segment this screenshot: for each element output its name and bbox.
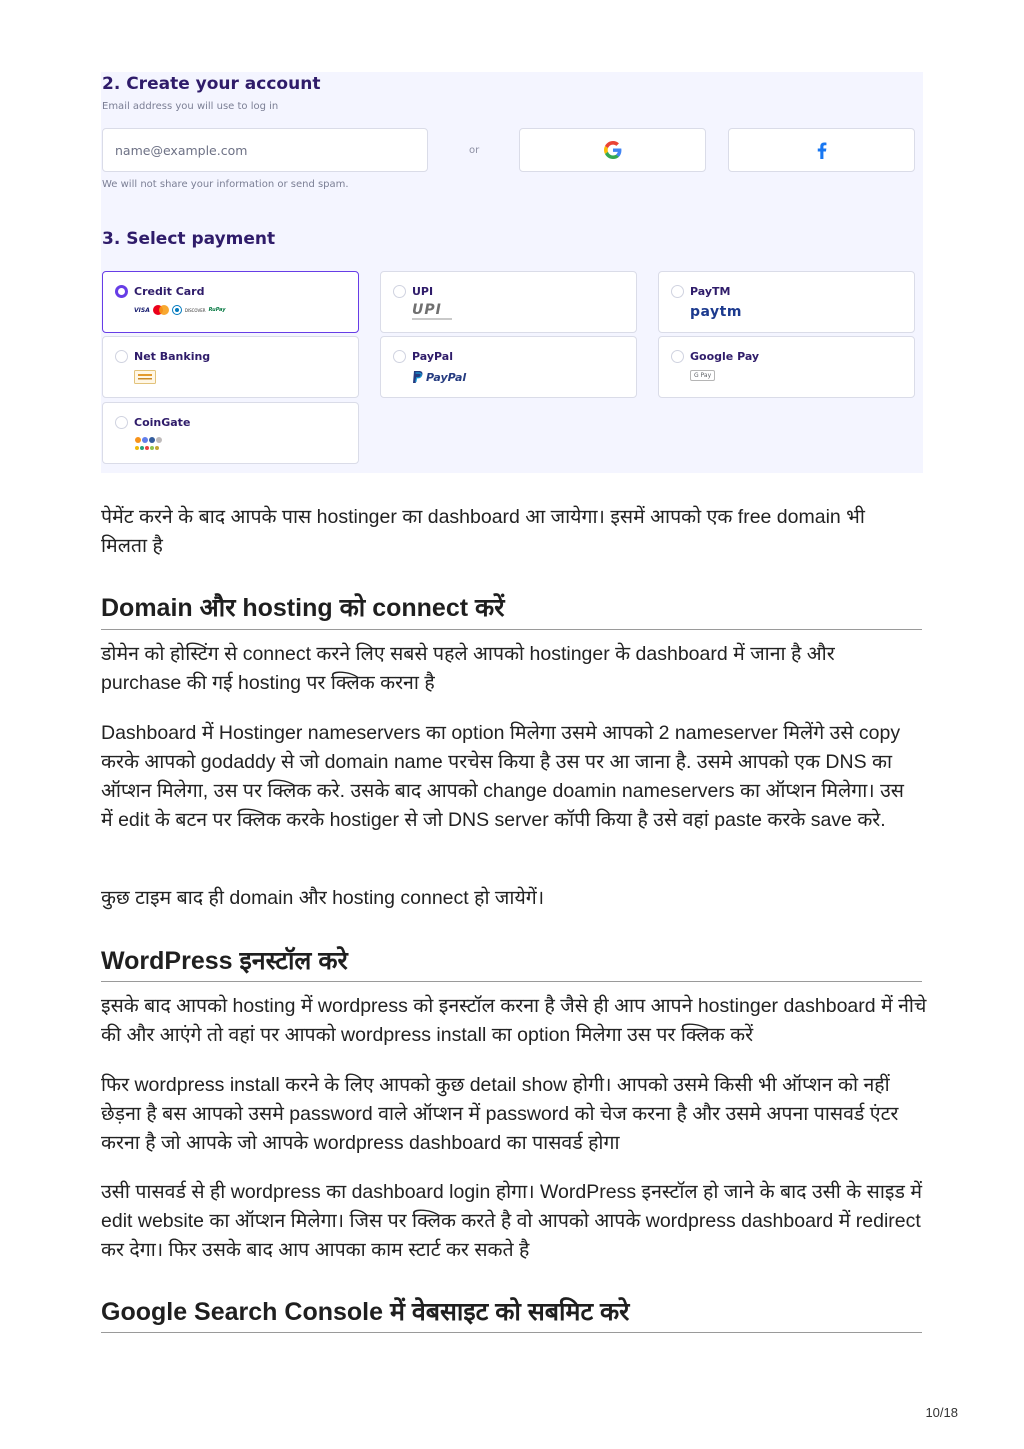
payment-option-upi[interactable] [380,271,637,333]
radio-unselected[interactable] [393,285,406,298]
paytm-logo: paytm [690,304,742,320]
gpay-logo: G Pay [690,370,715,381]
page-number: 10/18 [925,1405,958,1420]
card-networks-logos [134,305,226,315]
heading-rule [101,1332,922,1333]
paragraph-wp-3: उसी पासवर्ड से ही wordpress का dashboard login होगा। WordPress इनस्टॉल हो जाने के बाद उसी के साइड में edit website का ऑप्शन मिलेगा। जिस पर क्लिक करते है वो आपको आपके wordpress dashboard में redirect कर देगा। फिर उसके बाद आप आपका काम स्टार्ट कर सकते है [101,1181,922,1261]
google-icon [604,141,622,159]
radio-unselected[interactable] [115,416,128,429]
discover-logo: DISCOVER [184,307,206,313]
payment-option-credit-card[interactable] [102,271,359,333]
radio-unselected[interactable] [115,350,128,363]
paragraph-domain-3: कुछ टाइम बाद ही domain और hosting connect हो जायेगें। [101,887,545,909]
google-signup-button[interactable] [519,128,706,172]
radio-unselected[interactable] [671,285,684,298]
payment-label: Net Banking [134,350,211,363]
signup-screenshot [101,72,923,473]
radio-unselected[interactable] [393,350,406,363]
radio-unselected[interactable] [671,350,684,363]
payment-label: CoinGate [134,416,191,429]
mastercard-logo [153,305,169,315]
facebook-signup-button[interactable] [728,128,915,172]
rupay-logo: RuPay [208,307,226,313]
upi-tagline-bar [412,318,452,320]
paragraph-domain-1: डोमेन को होस्टिंग से connect करने लिए सबसे पहले आपको hostinger के dashboard में जाना है और purchase की गई hosting पर क्लिक करना है [101,643,835,694]
visa-logo: VISA [134,306,150,314]
upi-logo: UPI [412,303,452,320]
payment-option-paytm[interactable] [658,271,915,333]
payment-label: Google Pay [690,350,760,363]
email-input[interactable] [102,128,428,172]
radio-selected[interactable] [115,285,128,298]
heading-wordpress-install: WordPress इनस्टॉल करे [101,947,348,975]
or-divider: or [469,145,480,156]
bank-icon [134,370,156,384]
payment-option-coingate[interactable] [102,402,359,464]
net-banking-logo [134,370,156,384]
payment-label: UPI [412,285,434,298]
paypal-logo: PayPal [412,371,466,384]
diners-logo [172,305,182,315]
payment-option-net-banking[interactable] [102,336,359,398]
payment-label: Credit Card [134,285,205,298]
heading-google-search-console: Google Search Console में वेबसाइट को सबमिट करे [101,1298,630,1326]
heading-rule [101,981,922,982]
select-payment-title: 3. Select payment [102,229,276,249]
payment-option-google-pay[interactable] [658,336,915,398]
payment-option-paypal[interactable] [380,336,637,398]
paragraph-after-payment: पेमेंट करने के बाद आपके पास hostinger का dashboard आ जायेगा। इसमें आपको एक free domain भी मिलता है [101,506,865,557]
payment-label: PayPal [412,350,453,363]
spam-note: We will not share your information or send spam. [102,179,349,190]
paragraph-wp-1: इसके बाद आपको hosting में wordpress को इनस्टॉल करना है जैसे ही आप आपने hostinger dashboard में नीचे की और आएंगे तो वहां पर आपको wordpress install का option मिलेगा उस पर क्लिक करें [101,995,927,1046]
payment-label: PayTM [690,285,731,298]
paypal-icon [412,371,423,384]
paragraph-domain-2: Dashboard में Hostinger nameservers का option मिलेगा उसमे आपको 2 nameserver मिलेंगे उसे copy करके आपको godaddy से जो domain name परचेस किया है उस पर आ जाना है. उसमे आपको एक DNS का ऑप्शन मिलेगा, उस पर क्लिक करे. उसके बाद आपको change doamin nameservers का ऑप्शन मिलेगा। उस में edit के बटन पर क्लिक करके hostiger से जो DNS server कॉपी किया है उसे वहां paste करके save करे. [101,722,904,831]
heading-rule [101,629,922,630]
email-hint: Email address you will use to log in [102,101,279,112]
heading-domain-hosting: Domain और hosting को connect करें [101,594,505,622]
create-account-title: 2. Create your account [102,74,321,94]
paragraph-wp-2: फिर wordpress install करने के लिए आपको कुछ detail show होगी। आपको उसमे किसी भी ऑप्शन को नहीं छेड़ना है बस आपको उसमे password वाले ऑप्शन में password को चेज करना है और उसमे अपना पासवर्ड एंटर करना है जो आपके जो आपके wordpress dashboard का पासवर्ड होगा [101,1074,899,1154]
facebook-icon [817,142,827,159]
coins-logo [134,435,168,453]
